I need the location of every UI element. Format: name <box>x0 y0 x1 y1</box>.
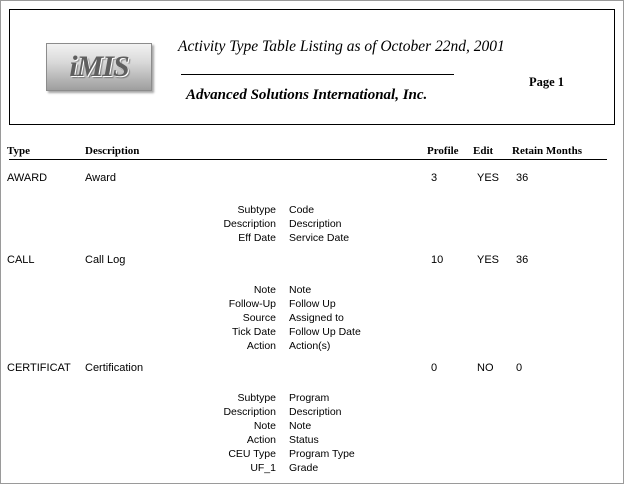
cell-retain-months: 0 <box>516 362 523 374</box>
detail-row <box>1 232 624 245</box>
detail-value: Follow Up <box>289 298 336 310</box>
detail-value: Description <box>289 218 342 230</box>
detail-row <box>1 420 624 433</box>
detail-label: CEU Type <box>228 448 276 460</box>
table-row <box>1 362 624 376</box>
detail-row <box>1 326 624 339</box>
cell-profile: 3 <box>431 172 438 184</box>
cell-description: Call Log <box>85 254 126 266</box>
cell-profile: 0 <box>431 362 438 374</box>
detail-label: Action <box>246 434 276 446</box>
detail-value: Description <box>289 406 342 418</box>
header-rule <box>9 159 607 160</box>
detail-label: Source <box>242 312 276 324</box>
detail-row <box>1 406 624 419</box>
detail-row <box>1 462 624 475</box>
detail-label: UF_1 <box>250 462 276 474</box>
table-row <box>1 254 624 268</box>
column-header-profile: Profile <box>427 145 459 157</box>
cell-description: Award <box>85 172 116 184</box>
company-name: Advanced Solutions International, Inc. <box>186 87 428 103</box>
detail-value: Note <box>289 420 312 432</box>
cell-type: CALL <box>7 254 35 266</box>
detail-value: Status <box>289 434 319 446</box>
detail-value: Program Type <box>289 448 355 460</box>
page-number: Page 1 <box>529 75 565 89</box>
detail-label: Subtype <box>237 392 276 404</box>
logo-text: iMIS <box>69 50 129 83</box>
cell-retain-months: 36 <box>516 172 529 184</box>
cell-edit: YES <box>477 254 500 266</box>
cell-edit: YES <box>477 172 500 184</box>
detail-label: Description <box>223 406 276 418</box>
detail-row <box>1 448 624 461</box>
detail-label: Subtype <box>237 204 276 216</box>
detail-row <box>1 298 624 311</box>
cell-type: CERTIFICAT <box>7 362 71 374</box>
detail-row <box>1 284 624 297</box>
detail-label: Follow-Up <box>228 298 276 310</box>
table-row <box>1 172 624 186</box>
detail-row <box>1 434 624 447</box>
cell-retain-months: 36 <box>516 254 529 266</box>
imis-logo <box>46 43 152 91</box>
detail-value: Follow Up Date <box>289 326 361 338</box>
detail-value: Note <box>289 284 312 296</box>
detail-label: Description <box>223 218 276 230</box>
detail-label: Eff Date <box>238 232 276 244</box>
report-header <box>9 9 615 125</box>
detail-label: Action <box>246 340 276 352</box>
header-divider <box>181 74 454 75</box>
detail-row <box>1 312 624 325</box>
detail-value: Code <box>289 204 315 216</box>
detail-row <box>1 204 624 217</box>
cell-description: Certification <box>85 362 144 374</box>
detail-value: Service Date <box>289 232 350 244</box>
column-header-description: Description <box>85 145 140 157</box>
cell-type: AWARD <box>7 172 48 184</box>
detail-label: Tick Date <box>232 326 276 338</box>
column-header-edit: Edit <box>473 145 494 157</box>
cell-edit: NO <box>477 362 494 374</box>
detail-row <box>1 340 624 353</box>
column-header-type: Type <box>7 145 31 157</box>
detail-value: Assigned to <box>289 312 344 324</box>
detail-row <box>1 392 624 405</box>
detail-label: Note <box>253 284 276 296</box>
detail-label: Note <box>253 420 276 432</box>
detail-value: Program <box>289 392 330 404</box>
detail-row <box>1 218 624 231</box>
detail-value: Action(s) <box>289 340 331 352</box>
column-header-retain-months: Retain Months <box>512 145 582 157</box>
detail-value: Grade <box>289 462 319 474</box>
report-title: Activity Type Table Listing as of October 22nd, 2001 <box>178 38 505 55</box>
cell-profile: 10 <box>431 254 444 266</box>
